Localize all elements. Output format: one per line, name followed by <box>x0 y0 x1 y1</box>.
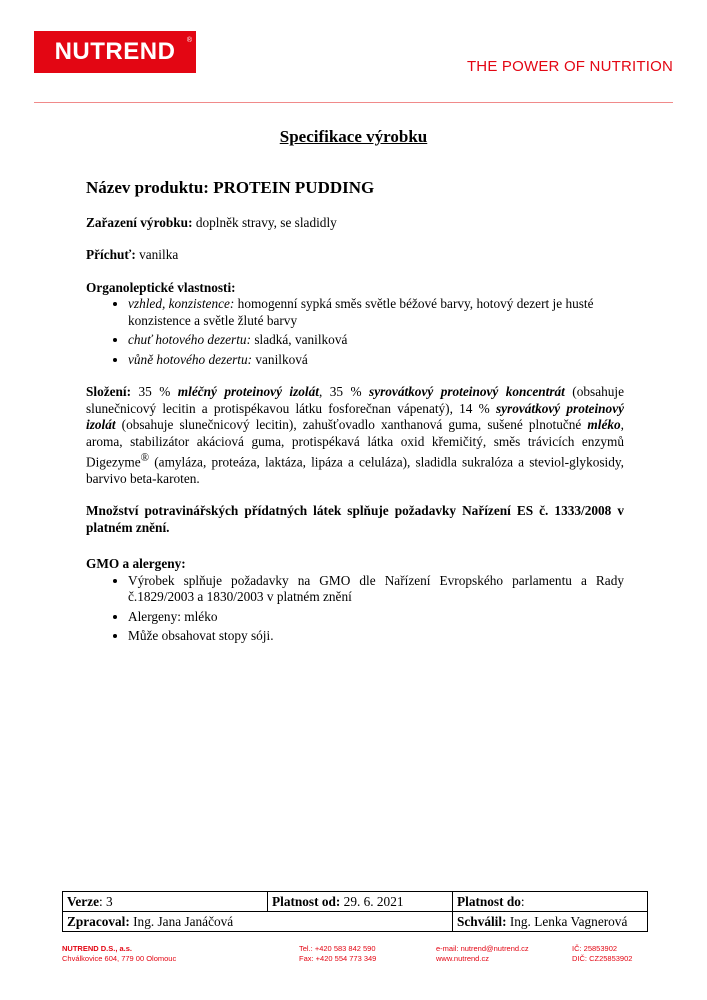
flavour-label: Příchuť: <box>86 247 136 262</box>
ingredient-emphasis: syrovátkový proteinový izolát <box>86 400 624 432</box>
ingredient-emphasis: mléko <box>587 417 621 432</box>
classification-label: Zařazení výrobku: <box>86 214 193 230</box>
composition-text: (amyláza, proteáza, laktáza, lipáza a celuláza), sladidla sukralóza a steviol-glykosidy, barvivo beta-karoten. <box>86 454 624 486</box>
prepared-cell <box>63 912 453 932</box>
approved-label: Schválil: <box>457 913 507 929</box>
header-divider <box>34 102 673 103</box>
composition-text: , aroma, stabilizátor akáciová guma, protispékavá látka oxid křemičitý, směs trávicích enzymů Digezyme <box>86 417 624 470</box>
ingredient-emphasis: syrovátkový proteinový koncentrát <box>369 384 565 399</box>
registered-mark: ® <box>140 452 150 464</box>
composition-text: (obsahuje slunečnicový lecitin a protispékavou látku fosforečnan vápenatý), 14 % <box>86 384 624 416</box>
list-item <box>128 332 624 349</box>
version-cell <box>63 892 268 912</box>
brand-tagline: THE POWER OF NUTRITION <box>466 58 673 75</box>
composition-paragraph <box>86 384 624 487</box>
footer-company-col <box>62 944 176 964</box>
item-value: homogenní sypká směs světle béžové barvy, hotový dezert je husté konzistence a světle žluté barvy <box>128 296 594 328</box>
flavour-value: vanilka <box>135 247 179 262</box>
approved-value: Ing. Lenka Vagnerová <box>506 913 628 929</box>
gmo-list <box>86 573 624 645</box>
footer-email[interactable]: e-mail: nutrend@nutrend.cz <box>436 944 529 953</box>
registered-mark: ® <box>186 37 192 44</box>
version-label: Verze <box>67 893 99 909</box>
item-value: vanilková <box>252 351 308 367</box>
organoleptic-list <box>86 296 624 368</box>
ingredient-emphasis: mléčný proteinový izolát <box>177 384 319 399</box>
item-label: chuť hotového dezertu: <box>128 332 251 347</box>
logo-text: NUTREND <box>54 38 176 65</box>
version-value: : 3 <box>99 893 113 909</box>
composition-text: (obsahuje slunečnicový lecitin), zahušťovadlo xanthanová guma, sušené plnotučné <box>115 417 588 432</box>
footer-phone-col <box>299 944 376 964</box>
item-label: vzhled, konzistence: <box>128 296 235 311</box>
composition-text: , 35 % <box>318 384 370 399</box>
classification-line <box>86 215 624 232</box>
list-item: • Výrobek splňuje požadavky na GMO dle Nařízení Evropského parlamentu a Rady č.1829/2003 a 1830/2003 v platném znění <box>128 573 624 606</box>
document-title: Specifikace výrobku <box>279 127 428 146</box>
footer-ic: IČ: 25853902 <box>572 944 618 953</box>
composition-text: 35 % <box>131 384 178 399</box>
valid-to-value: : <box>520 893 525 909</box>
footer-address: Chválkovice 604, 779 00 Olomouc <box>62 954 177 963</box>
valid-to-label: Platnost do <box>457 893 521 909</box>
footer-fax: Fax: +420 554 773 349 <box>299 954 377 963</box>
additives-statement: Množství potravinářských přídatných látek splňuje požadavky Nařízení ES č. 1333/2008 v platném znění. <box>86 503 624 535</box>
classification-value: doplněk stravy, se sladidly <box>192 214 337 230</box>
gmo-heading: GMO a alergeny: <box>86 556 186 572</box>
item-value: sladká, vanilková <box>251 332 348 347</box>
footer-ids-col <box>572 944 632 964</box>
approved-cell <box>453 912 648 932</box>
document-meta-table <box>62 891 648 932</box>
footer-web[interactable]: www.nutrend.cz <box>436 954 489 963</box>
list-item: • Může obsahovat stopy sóji. <box>128 628 624 645</box>
prepared-value: Ing. Jana Janáčová <box>129 913 234 929</box>
prepared-label: Zpracoval: <box>67 913 130 929</box>
footer-dic: DIČ: CZ25853902 <box>572 954 633 963</box>
list-item: • Alergeny: mléko <box>128 609 624 626</box>
footer-company: NUTREND D.S., a.s. <box>62 944 133 953</box>
flavour-line <box>86 247 624 264</box>
document-body <box>86 180 624 661</box>
valid-from-cell <box>268 892 453 912</box>
nutrend-logo <box>34 31 196 73</box>
footer-contact-col <box>436 944 529 964</box>
table-row <box>63 892 648 912</box>
product-name: Název produktu: PROTEIN PUDDING <box>86 178 375 197</box>
list-item <box>128 352 624 369</box>
list-item <box>128 296 624 329</box>
composition-label: Složení: <box>86 384 132 399</box>
valid-from-label: Platnost od: <box>272 893 341 909</box>
organoleptic-heading: Organoleptické vlastnosti: <box>86 279 236 295</box>
footer-tel: Tel.: +420 583 842 590 <box>299 944 376 953</box>
valid-to-cell <box>453 892 648 912</box>
item-label: vůně hotového dezertu: <box>128 351 253 367</box>
table-row <box>63 912 648 932</box>
valid-from-value: 29. 6. 2021 <box>340 893 404 909</box>
